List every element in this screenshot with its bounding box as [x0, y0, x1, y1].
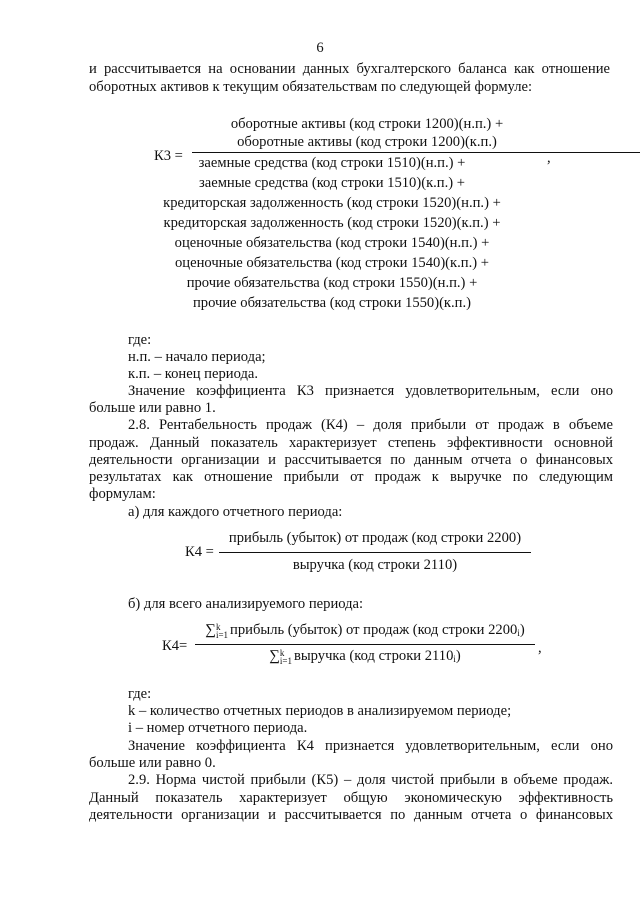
s28-line-2: продаж. Данный показатель характеризует степень эффективности основной [89, 435, 613, 451]
s29-line-2: Данный показатель характеризует общую экономическую эффективность [89, 790, 613, 806]
k3-denominator-5: оценочные обязательства (код строки 1540)(н.п.) + [174, 235, 490, 251]
k4a-numerator: прибыль (убыток) от продаж (код строки 2200) [228, 530, 522, 546]
intro-line-1: и рассчитывается на основании данных бухгалтерского баланса как отношение [89, 61, 610, 77]
sum-lower-limit: i=1 [279, 655, 292, 666]
sum-symbol: ∑ [205, 622, 216, 638]
sum-limits [216, 623, 228, 639]
k3-denominator-8: прочие обязательства (код строки 1550)(к.п.) [192, 295, 471, 311]
k4b-numerator-index: i [517, 628, 520, 638]
k3-numerator-2: оборотные активы (код строки 1200)(к.п.) [237, 134, 497, 150]
k4a-fraction-bar [219, 552, 531, 553]
k4b-numerator-text: прибыль (убыток) от продаж (код строки 2200 [230, 622, 518, 638]
s28-line-5: формулам: [89, 486, 156, 502]
k3-denominator-2: заемные средства (код строки 1510)(к.п.) + [198, 175, 466, 191]
where-1-title: где: [128, 332, 152, 348]
k3-denominator-4: кредиторская задолженность (код строки 1520)(к.п.) + [163, 215, 501, 231]
k3-numerator-1: оборотные активы (код строки 1200)(н.п.) + [230, 116, 504, 132]
s28-case-b: б) для всего анализируемого периода: [128, 596, 364, 612]
sum-upper-limit: k [215, 621, 221, 632]
s28-line-3: деятельности организации и рассчитывается по данным отчета о финансовых [89, 452, 613, 468]
sum-symbol: ∑ [269, 648, 280, 664]
s29-line-1: 2.9. Норма чистой прибыли (К5) – доля чистой прибыли в объеме продаж. [128, 772, 613, 788]
k3-comma: , [547, 150, 551, 166]
where-1-kp: к.п. – конец периода. [128, 366, 259, 382]
k3-denominator-6: оценочные обязательства (код строки 1540)(к.п.) + [175, 255, 489, 271]
page-number: 6 [316, 40, 324, 56]
k3-denominator-1: заемные средства (код строки 1510)(н.п.) + [198, 155, 466, 171]
sum-lower-limit: i=1 [215, 629, 229, 640]
k4a-denominator: выручка (код строки 2110) [292, 557, 458, 573]
k4a-label: К4 = [185, 544, 214, 560]
k3-value-line-1: Значение коэффициента К3 признается удовлетворительным, если оно [128, 383, 613, 399]
k3-fraction-bar [192, 152, 640, 153]
k4b-fraction-bar [195, 644, 535, 645]
k4b-denominator-text: выручка (код строки 2110 [293, 648, 454, 664]
where-2-i: i – номер отчетного периода. [128, 720, 308, 736]
sum-limits [280, 649, 292, 665]
k4b-denominator-close: ) [455, 648, 461, 664]
sum-upper-limit: k [279, 647, 285, 658]
s28-case-a: а) для каждого отчетного периода: [128, 504, 343, 520]
k4b-denominator-index: i [453, 654, 456, 664]
k4b-denominator [195, 648, 535, 668]
k4-value-line-2: больше или равно 0. [89, 755, 216, 771]
k4-value-line-1: Значение коэффициента К4 признается удовлетворительным, если оно [128, 738, 613, 754]
intro-line-2: оборотных активов к текущим обязательствам по следующей формуле: [89, 79, 533, 95]
k3-denominator-3: кредиторская задолженность (код строки 1520)(н.п.) + [163, 195, 501, 211]
where-1-np: н.п. – начало периода; [128, 349, 266, 365]
k4b-comma: , [538, 640, 542, 656]
k3-value-line-2: больше или равно 1. [89, 400, 216, 416]
s28-line-1: 2.8. Рентабельность продаж (К4) – доля прибыли от продаж в объеме [128, 417, 613, 433]
k3-label: К3 = [154, 148, 183, 164]
s29-line-3: деятельности организации и рассчитывается по данным отчета о финансовых [89, 807, 613, 823]
k4b-label: К4= [162, 638, 188, 654]
k3-denominator-7: прочие обязательства (код строки 1550)(н.п.) + [186, 275, 478, 291]
s28-line-4: результатах как отношение прибыли от продаж к выручке по следующим [89, 469, 613, 485]
k4b-numerator [195, 622, 535, 642]
where-2-title: где: [128, 686, 152, 702]
k4b-numerator-close: ) [519, 622, 525, 638]
where-2-k: k – количество отчетных периодов в анализируемом периоде; [128, 703, 512, 719]
